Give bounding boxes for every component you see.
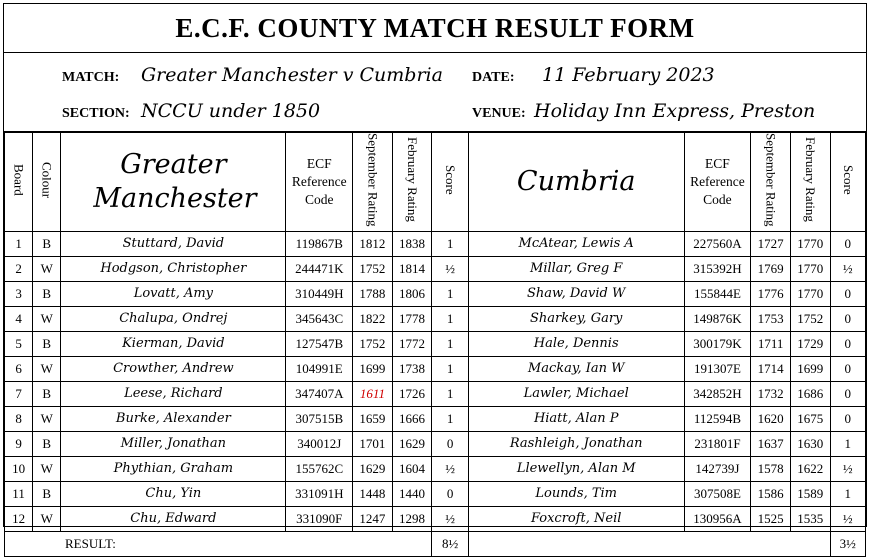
home-player-name: Lovatt, Amy [61,281,286,306]
away-player-name: Mackay, Ian W [468,356,684,381]
board-row [5,381,866,406]
away-score: 0 [830,381,866,406]
match-details [4,53,866,132]
away-sep-rating: 1769 [751,256,791,281]
home-score: 1 [432,331,468,356]
away-sep-rating: 1732 [751,381,791,406]
home-player-name: Miller, Jonathan [61,431,286,456]
venue-label: VENUE: [472,106,526,121]
home-total: 8½ [432,531,468,556]
board-cell: 6 [5,356,33,381]
away-feb-rating: 1699 [790,356,830,381]
away-feb-rating: 1589 [790,481,830,506]
home-ecf-code: 331091H [286,481,353,506]
away-ecf-code: 142739J [684,456,751,481]
away-ecf-code: 342852H [684,381,751,406]
home-ecf-code: 155762C [286,456,353,481]
away-sep-rating: 1753 [751,306,791,331]
home-feb-rating: 1666 [392,406,432,431]
home-player-name: Burke, Alexander [61,406,286,431]
home-ecf-code: 119867B [286,231,353,256]
home-score: 1 [432,406,468,431]
away-player-name: Shaw, David W [468,281,684,306]
colour-cell: W [33,406,61,431]
away-player-name: Millar, Greg F [468,256,684,281]
result-row [5,531,866,556]
home-ecf-code: 345643C [286,306,353,331]
home-feb-rating: 1806 [392,281,432,306]
away-score: 0 [830,356,866,381]
away-score: ½ [830,256,866,281]
home-sep-rating: 1752 [353,256,393,281]
date-value: 11 February 2023 [542,64,715,86]
away-ecf-code: 307508E [684,481,751,506]
board-cell: 11 [5,481,33,506]
board-cell: 4 [5,306,33,331]
home-player-name: Leese, Richard [61,381,286,406]
home-feb-rating: 1738 [392,356,432,381]
away-score: 0 [830,406,866,431]
date-label: DATE: [472,70,515,85]
venue-value: Holiday Inn Express, Preston [534,100,816,122]
home-feb-rating: 1726 [392,381,432,406]
board-row [5,431,866,456]
home-player-name: Chalupa, Ondrej [61,306,286,331]
colour-cell: B [33,331,61,356]
away-ecf-code: 112594B [684,406,751,431]
board-row [5,231,866,256]
home-feb-rating: 1814 [392,256,432,281]
away-feb-rating: 1622 [790,456,830,481]
away-ecf-code: 227560A [684,231,751,256]
away-score: 1 [830,431,866,456]
board-cell: 12 [5,506,33,531]
away-score: 1 [830,481,866,506]
away-ecf-code: 155844E [684,281,751,306]
home-score: ½ [432,456,468,481]
home-feb-rating: 1604 [392,456,432,481]
away-feb-header: February Rating [790,133,830,232]
board-cell: 10 [5,456,33,481]
board-cell: 7 [5,381,33,406]
home-player-name: Kierman, David [61,331,286,356]
colour-cell: B [33,231,61,256]
away-feb-rating: 1686 [790,381,830,406]
away-score-header: Score [830,133,866,232]
home-ecf-code: 340012J [286,431,353,456]
home-sep-rating: 1611 [353,381,393,406]
board-cell: 3 [5,281,33,306]
board-row [5,256,866,281]
home-ecf-code: 331090F [286,506,353,531]
away-sep-rating: 1727 [751,231,791,256]
away-sep-rating: 1525 [751,506,791,531]
colour-cell: W [33,456,61,481]
board-cell: 2 [5,256,33,281]
away-sep-rating: 1586 [751,481,791,506]
board-row [5,506,866,531]
away-player-name: Lawler, Michael [468,381,684,406]
away-ecf-code: 315392H [684,256,751,281]
home-score: 1 [432,356,468,381]
home-player-name: Crowther, Andrew [61,356,286,381]
away-sep-rating: 1620 [751,406,791,431]
away-score: 0 [830,306,866,331]
away-player-name: Foxcroft, Neil [468,506,684,531]
home-sep-rating: 1812 [353,231,393,256]
away-sep-rating: 1714 [751,356,791,381]
home-sep-header: September Rating [353,133,393,232]
home-sep-rating: 1699 [353,356,393,381]
home-feb-rating: 1298 [392,506,432,531]
header-row [5,133,866,232]
home-sep-rating: 1701 [353,431,393,456]
away-feb-rating: 1630 [790,431,830,456]
away-feb-rating: 1729 [790,331,830,356]
home-player-name: Hodgson, Christopher [61,256,286,281]
away-player-name: Lounds, Tim [468,481,684,506]
away-sep-rating: 1578 [751,456,791,481]
board-cell: 8 [5,406,33,431]
home-player-name: Chu, Yin [61,481,286,506]
home-sep-rating: 1822 [353,306,393,331]
home-feb-rating: 1838 [392,231,432,256]
home-score: 1 [432,306,468,331]
home-team-header: Greater Manchester [61,133,286,232]
away-player-name: Sharkey, Gary [468,306,684,331]
away-sep-rating: 1637 [751,431,791,456]
home-ecf-code: 347407A [286,381,353,406]
home-score: 1 [432,281,468,306]
away-player-name: Rashleigh, Jonathan [468,431,684,456]
away-feb-rating: 1770 [790,231,830,256]
away-feb-rating: 1535 [790,506,830,531]
colour-cell: W [33,506,61,531]
home-score: 1 [432,381,468,406]
home-feb-rating: 1440 [392,481,432,506]
away-sep-rating: 1776 [751,281,791,306]
colour-cell: W [33,306,61,331]
home-feb-header: February Rating [392,133,432,232]
home-score: 0 [432,481,468,506]
board-row [5,456,866,481]
board-row [5,356,866,381]
away-player-name: McAtear, Lewis A [468,231,684,256]
away-feb-rating: 1770 [790,281,830,306]
home-sep-rating: 1247 [353,506,393,531]
home-feb-rating: 1629 [392,431,432,456]
board-row [5,281,866,306]
board-cell: 9 [5,431,33,456]
home-score: ½ [432,256,468,281]
away-sep-header: September Rating [751,133,791,232]
away-score: 0 [830,231,866,256]
home-player-name: Stuttard, David [61,231,286,256]
away-player-name: Hale, Dennis [468,331,684,356]
away-score: ½ [830,506,866,531]
away-feb-rating: 1752 [790,306,830,331]
colour-cell: W [33,356,61,381]
colour-cell: B [33,381,61,406]
home-ecf-code: 244471K [286,256,353,281]
form-title: E.C.F. COUNTY MATCH RESULT FORM [4,4,866,53]
away-player-name: Hiatt, Alan P [468,406,684,431]
away-ecf-code: 191307E [684,356,751,381]
home-score: 1 [432,231,468,256]
home-ecf-header: ECF Reference Code [286,133,353,232]
colour-cell: W [33,256,61,281]
home-player-name: Chu, Edward [61,506,286,531]
board-row [5,306,866,331]
board-cell: 1 [5,231,33,256]
section-label: SECTION: [62,106,130,121]
home-score-header: Score [432,133,468,232]
away-score: 0 [830,281,866,306]
home-feb-rating: 1772 [392,331,432,356]
home-ecf-code: 127547B [286,331,353,356]
result-spacer [468,531,830,556]
board-row [5,481,866,506]
away-score: ½ [830,456,866,481]
home-sep-rating: 1788 [353,281,393,306]
home-ecf-code: 307515B [286,406,353,431]
away-feb-rating: 1675 [790,406,830,431]
away-team-header: Cumbria [468,133,684,232]
result-label: RESULT: [5,531,432,556]
home-player-name: Phythian, Graham [61,456,286,481]
away-feb-rating: 1770 [790,256,830,281]
board-header: Board [5,133,33,232]
away-sep-rating: 1711 [751,331,791,356]
away-ecf-code: 300179K [684,331,751,356]
away-ecf-code: 231801F [684,431,751,456]
colour-header: Colour [33,133,61,232]
section-value: NCCU under 1850 [141,100,321,122]
away-player-name: Llewellyn, Alan M [468,456,684,481]
colour-cell: B [33,431,61,456]
away-score: 0 [830,331,866,356]
away-ecf-code: 130956A [684,506,751,531]
home-feb-rating: 1778 [392,306,432,331]
match-value: Greater Manchester v Cumbria [141,64,443,86]
match-label: MATCH: [62,70,120,85]
colour-cell: B [33,481,61,506]
home-score: 0 [432,431,468,456]
home-sep-rating: 1448 [353,481,393,506]
board-cell: 5 [5,331,33,356]
away-ecf-code: 149876K [684,306,751,331]
home-sep-rating: 1752 [353,331,393,356]
board-row [5,331,866,356]
away-ecf-header: ECF Reference Code [684,133,751,232]
away-total: 3½ [830,531,866,556]
home-sep-rating: 1629 [353,456,393,481]
home-ecf-code: 310449H [286,281,353,306]
result-form [3,3,867,551]
home-score: ½ [432,506,468,531]
board-row [5,406,866,431]
home-sep-rating: 1659 [353,406,393,431]
home-ecf-code: 104991E [286,356,353,381]
colour-cell: B [33,281,61,306]
results-table [4,132,866,557]
